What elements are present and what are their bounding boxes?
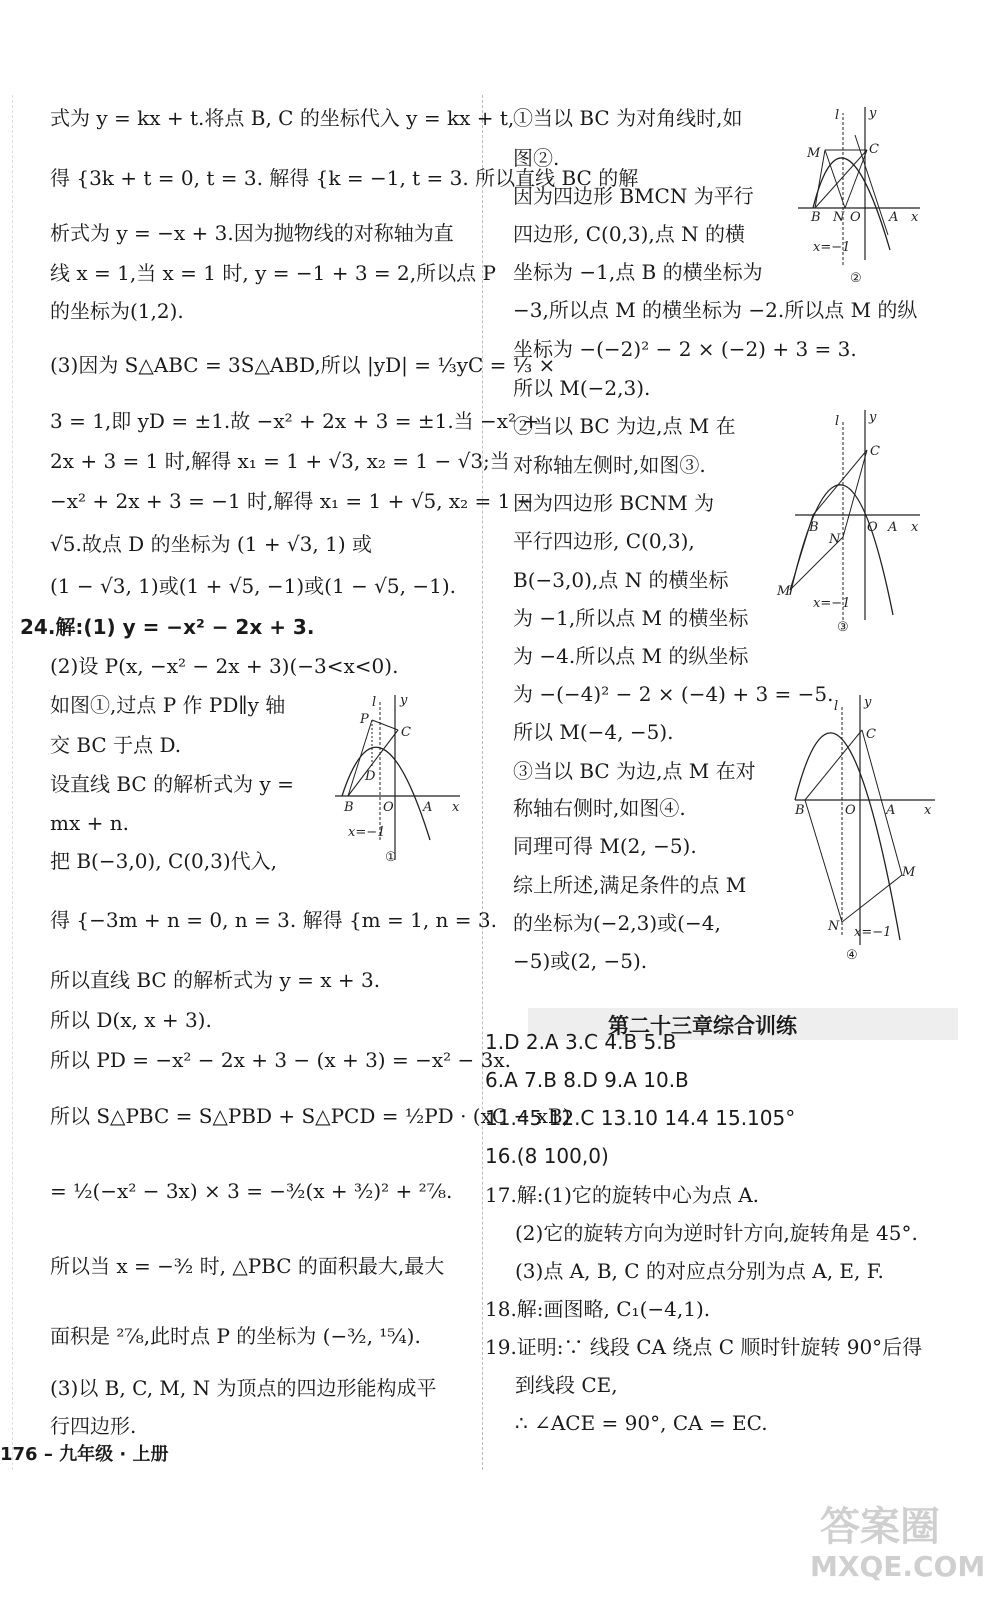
label-l: l	[372, 695, 377, 710]
segment-pc	[372, 720, 398, 730]
text-line: = ½(−x² − 3x) × 3 = −³⁄₂(x + ³⁄₂)² + ²⁷⁄₈.	[50, 1179, 453, 1203]
label-p: P	[360, 712, 369, 727]
parabola	[813, 158, 890, 250]
label-b: B	[344, 800, 354, 815]
label-y: y	[869, 106, 877, 121]
answer-line-3: 11.45 12.C 13.10 14.4 15.105°	[485, 1106, 796, 1130]
text-line: 四边形, C(0,3),点 N 的横	[513, 222, 746, 246]
segment-cm	[862, 730, 902, 875]
text-line: 称轴右侧时,如图④.	[513, 796, 686, 820]
text-line: (3)以 B, C, M, N 为顶点的四边形能构成平	[50, 1376, 437, 1400]
label-b: B	[809, 520, 819, 535]
answer-19-3: ∴ ∠ACE = 90°, CA = EC.	[515, 1411, 768, 1435]
label-b: B	[811, 210, 821, 225]
label-n: N	[833, 210, 845, 225]
text-line: −5)或(2, −5).	[513, 949, 648, 973]
segment-bp	[348, 720, 372, 796]
text-line: 所以当 x = −³⁄₂ 时, △PBC 的面积最大,最大	[50, 1254, 445, 1278]
watermark-url: MXQE.COM	[810, 1550, 986, 1583]
label-n: N	[828, 919, 840, 934]
label-sym: x=−1	[854, 925, 892, 940]
text-line: 得 {3k + t = 0, t = 3. 解得 {k = −1, t = 3. 所以直线 BC 的解	[50, 166, 639, 190]
label-o: O	[383, 800, 394, 815]
segment-bn	[805, 800, 842, 922]
figure-2	[795, 105, 925, 290]
text-line: 对称轴左侧时,如图③.	[513, 453, 706, 477]
label-m: M	[807, 146, 821, 161]
label-a: A	[886, 803, 896, 818]
label-b: B	[795, 803, 805, 818]
text-line: 所以 D(x, x + 3).	[50, 1008, 212, 1032]
label-m: M	[777, 584, 791, 599]
figure-caption: ④	[846, 948, 858, 963]
label-c: C	[401, 725, 411, 740]
label-o: O	[845, 803, 856, 818]
figure-caption: ②	[850, 271, 862, 286]
text-line: 因为四边形 BCNM 为	[513, 491, 715, 515]
text-line: 式为 y = kx + t.将点 B, C 的坐标代入 y = kx + t,	[50, 106, 515, 130]
text-line: 行四边形.	[50, 1414, 137, 1438]
figure-caption: ③	[837, 620, 849, 635]
text-line: 所以 PD = −x² − 2x + 3 − (x + 3) = −x² − 3x.	[50, 1048, 511, 1072]
text-line: 为 −4.所以点 M 的纵坐标	[513, 644, 749, 668]
watermark	[800, 1495, 995, 1595]
text-line: 得 {−3m + n = 0, n = 3. 解得 {m = 1, n = 3.	[50, 908, 497, 932]
label-sym: x=−1	[813, 240, 851, 255]
label-l: l	[835, 414, 840, 429]
label-y: y	[869, 410, 877, 425]
text-line: 平行四边形, C(0,3),	[513, 529, 695, 553]
figure-4	[790, 690, 940, 965]
answer-line-4: 16.(8 100,0)	[485, 1144, 609, 1168]
text-line: 交 BC 于点 D.	[50, 733, 182, 757]
answer-17-3: (3)点 A, B, C 的对应点分别为点 A, E, F.	[515, 1259, 884, 1283]
label-y: y	[864, 695, 872, 710]
label-a: A	[423, 800, 433, 815]
label-o: O	[867, 520, 878, 535]
text-line: 面积是 ²⁷⁄₈,此时点 P 的坐标为 (−³⁄₂, ¹⁵⁄₄).	[50, 1324, 421, 1348]
text-line: −3,所以点 M 的横坐标为 −2.所以点 M 的纵	[513, 298, 918, 322]
label-x: x	[452, 800, 460, 815]
text-line: 所以 M(−2,3).	[513, 376, 651, 400]
text-line: 为 −1,所以点 M 的横坐标	[513, 606, 749, 630]
answer-18: 18.解:画图略, C₁(−4,1).	[485, 1297, 711, 1321]
text-line: ③当以 BC 为边,点 M 在对	[513, 759, 756, 783]
text-line: 为 −(−4)² − 2 × (−4) + 3 = −5.	[513, 682, 834, 706]
text-line: (3)因为 S△ABC = 3S△ABD,所以 |yD| = ⅓yC = ⅓ ×	[50, 353, 556, 377]
label-c: C	[869, 142, 879, 157]
label-c: C	[866, 727, 876, 742]
label-x: x	[911, 210, 919, 225]
text-line: 把 B(−3,0), C(0,3)代入,	[50, 849, 278, 873]
section-heading: 第二十三章综合训练	[608, 1014, 797, 1038]
text-line: B(−3,0),点 N 的横坐标	[513, 568, 729, 592]
figure-caption: ①	[385, 850, 397, 865]
text-line: 3 = 1,即 yD = ±1.故 −x² + 2x + 3 = ±1.当 −x² +	[50, 409, 540, 433]
label-l: l	[834, 699, 839, 714]
answer-line-1: 1.D 2.A 3.C 4.B 5.B	[485, 1030, 677, 1054]
text-line: ①当以 BC 为对角线时,如	[513, 106, 743, 130]
segment-nm	[842, 875, 902, 922]
parabola	[795, 733, 900, 940]
text-line: 所以 M(−4, −5).	[513, 720, 674, 744]
label-n: N	[829, 532, 841, 547]
figure-3	[775, 405, 925, 640]
text-line: 所以 S△PBC = S△PBD + S△PCD = ½PD · (xC − xB)	[50, 1104, 571, 1128]
label-a: A	[888, 520, 898, 535]
text-line: 因为四边形 BMCN 为平行	[513, 184, 754, 208]
answer-19: 19.证明:∵ 线段 CA 绕点 C 顺时针旋转 90°后得	[485, 1335, 923, 1359]
label-y: y	[400, 693, 408, 708]
segment-bc	[805, 730, 862, 800]
text-line: 综上所述,满足条件的点 M	[513, 873, 747, 897]
text-line: 析式为 y = −x + 3.因为抛物线的对称轴为直	[50, 221, 454, 245]
text-line: ②当以 BC 为边,点 M 在	[513, 414, 736, 438]
segment-bc	[813, 450, 867, 515]
label-o: O	[850, 210, 861, 225]
figure-1	[330, 690, 465, 865]
column-divider	[482, 95, 483, 1470]
left-margin-line	[12, 95, 13, 1470]
text-line: (1 − √3, 1)或(1 + √5, −1)或(1 − √5, −1).	[50, 574, 457, 598]
answer-line-2: 6.A 7.B 8.D 9.A 10.B	[485, 1068, 689, 1092]
answer-19-2: 到线段 CE,	[515, 1373, 618, 1397]
answer-17: 17.解:(1)它的旋转中心为点 A.	[485, 1183, 760, 1207]
label-m: M	[902, 865, 916, 880]
label-c: C	[870, 444, 880, 459]
segment-nc	[843, 450, 867, 537]
label-x: x	[911, 520, 919, 535]
label-x: x	[924, 803, 932, 818]
page-footer: 176 – 九年级 · 上册	[0, 1444, 169, 1465]
label-d: D	[365, 769, 376, 784]
text-line: 同理可得 M(2, −5).	[513, 834, 697, 858]
label-sym: x=−1	[813, 596, 851, 611]
text-line: 线 x = 1,当 x = 1 时, y = −1 + 3 = 2,所以点 P	[50, 261, 496, 285]
segment-mn	[825, 150, 845, 208]
text-line: 设直线 BC 的解析式为 y =	[50, 772, 294, 796]
question-24: 24.解:(1) y = −x² − 2x + 3.	[20, 615, 315, 639]
text-line: (2)设 P(x, −x² − 2x + 3)(−3<x<0).	[50, 654, 399, 678]
text-line: 如图①,过点 P 作 PD∥y 轴	[50, 693, 286, 717]
text-line: −x² + 2x + 3 = −1 时,解得 x₁ = 1 + √5, x₂ = 1 −	[50, 489, 534, 513]
text-line: mx + n.	[50, 811, 129, 835]
text-line: 坐标为 −1,点 B 的横坐标为	[513, 260, 763, 284]
text-line: 坐标为 −(−2)² − 2 × (−2) + 3 = 3.	[513, 337, 857, 361]
label-l: l	[835, 108, 840, 123]
label-a: A	[889, 210, 899, 225]
text-line: √5.故点 D 的坐标为 (1 + √3, 1) 或	[50, 532, 373, 556]
answer-17-2: (2)它的旋转方向为逆时针方向,旋转角是 45°.	[515, 1221, 918, 1245]
text-line: 所以直线 BC 的解析式为 y = x + 3.	[50, 968, 381, 992]
text-line: 图②.	[513, 146, 560, 170]
text-line: 的坐标为(1,2).	[50, 299, 184, 323]
text-line: 2x + 3 = 1 时,解得 x₁ = 1 + √3, x₂ = 1 − √3;当	[50, 449, 510, 473]
label-sym: x=−1	[348, 825, 386, 840]
watermark-logo: 答案圈	[820, 1504, 940, 1550]
text-line: 的坐标为(−2,3)或(−4,	[513, 911, 721, 935]
